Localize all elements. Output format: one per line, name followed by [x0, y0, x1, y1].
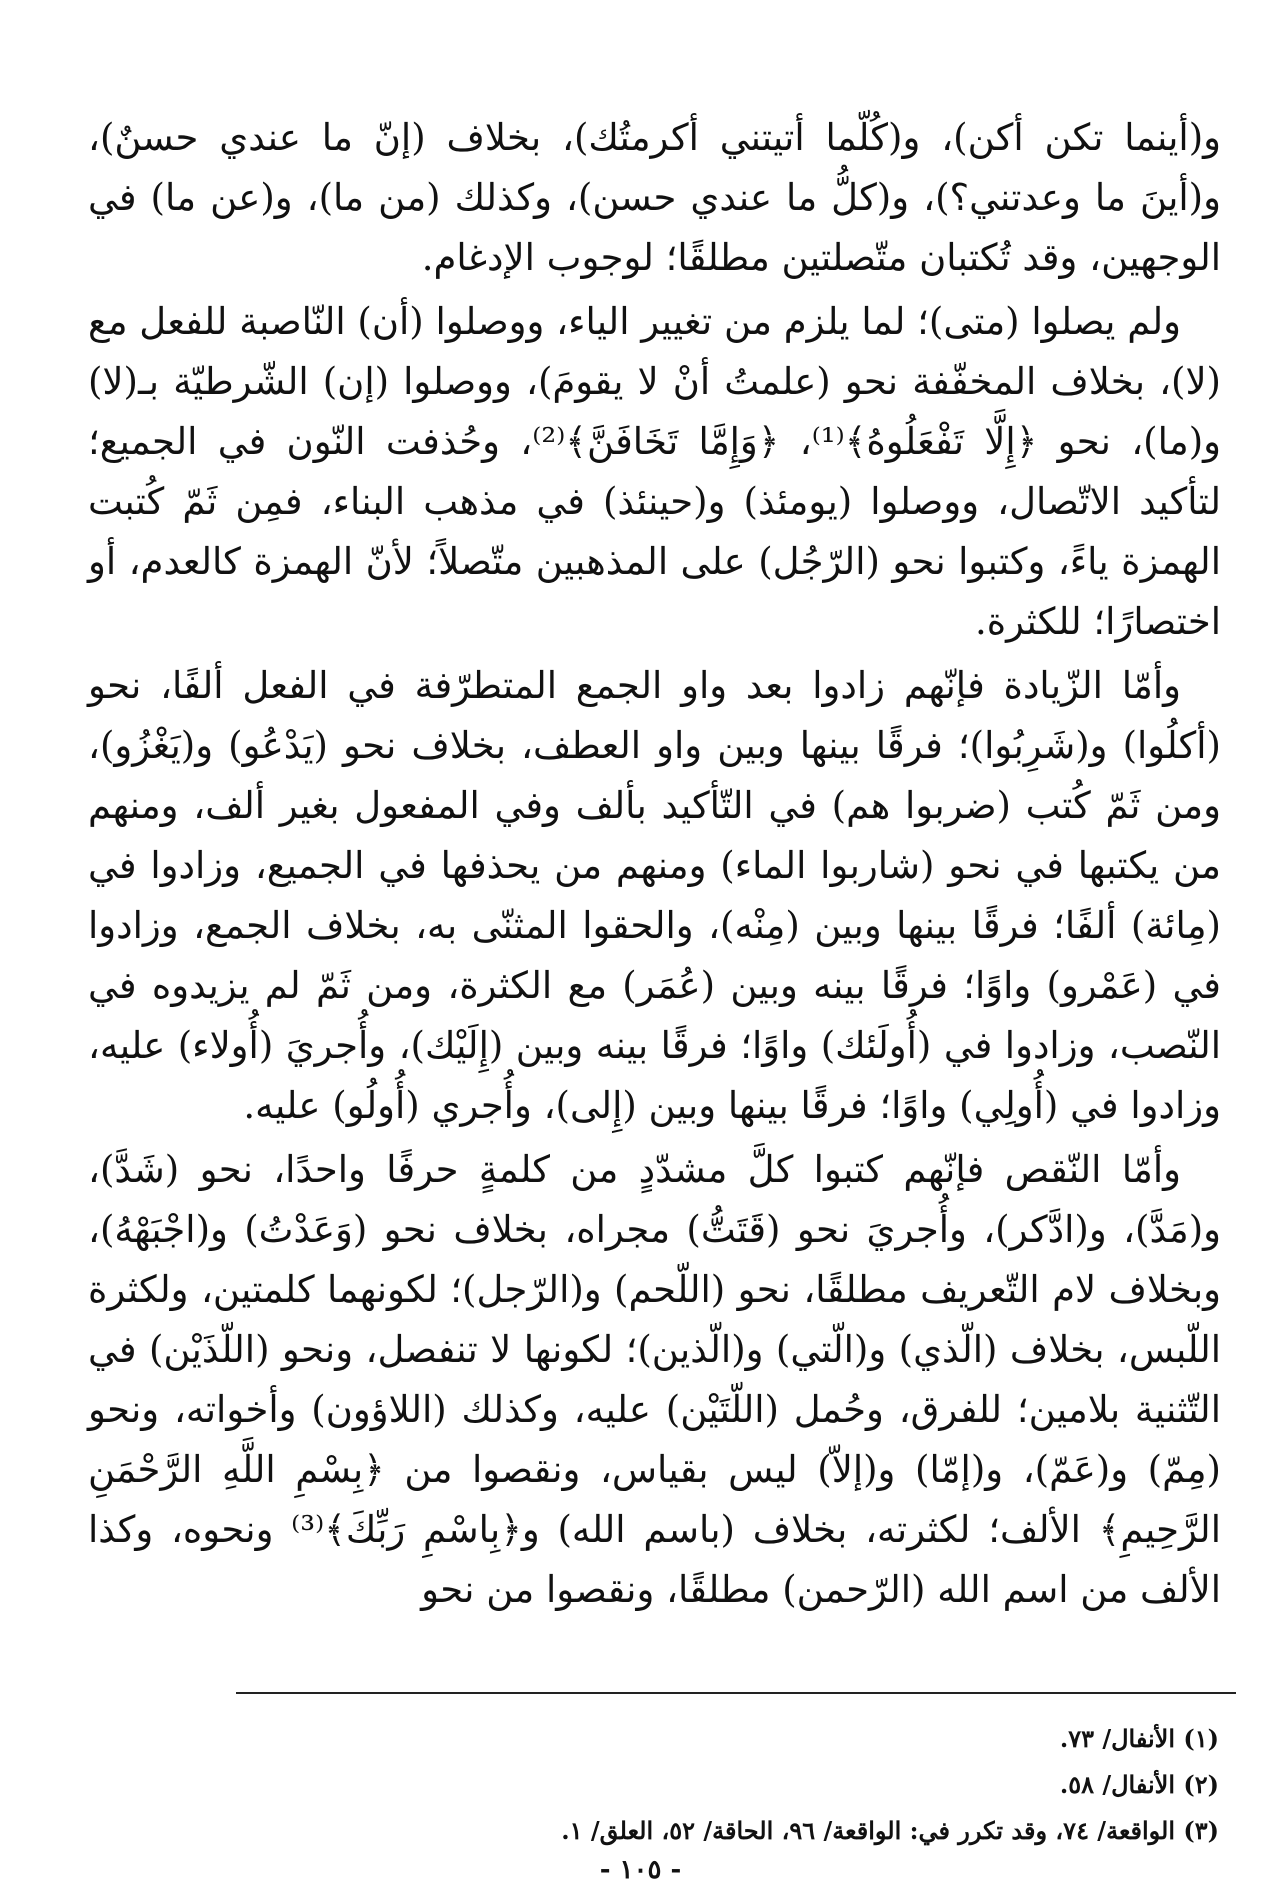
page-number: - ١٠٥ - [599, 1855, 682, 1885]
footnote-3: (٣) الواقعة/ ٧٤، وقد تكرر في: الواقعة/ ٩٦، الحاقة/ ٥٢، العلق/ ١. [561, 1816, 1219, 1845]
paragraph-2: ولم يصلوا (متى)؛ لما يلزم من تغيير الياء، ووصلوا (أن) النّاصبة للفعل مع (لا)، بخلاف المخفّفة نحو (علمتُ أنْ لا يقومَ)، ووصلوا (إن) الشّرطيّة بـ(لا) و(ما)، نحو ﴿إِلَّا تَفْعَلُوهُ﴾⁽¹⁾، ﴿وَإِمَّا تَخَافَنَّ﴾⁽²⁾، وحُذفت النّون في الجميع؛ لتأكيد الاتّصال، ووصلوا (يومئذ) و(حينئذ) في مذهب البناء، فمِن ثَمّ كُتبت الهمزة ياءً، وكتبوا نحو (الرّجُل) على المذهبين متّصلاً؛ لأنّ الهمزة كالعدم، أو اختصارًا؛ للكثرة. [88, 300, 1222, 643]
paragraph-3: وأمّا الزّيادة فإنّهم زادوا بعد واو الجمع المتطرّفة في الفعل ألفًا، نحو (أكلُوا) و(شَرِبُوا)؛ فرقًا بينها وبين واو العطف، بخلاف نحو (يَدْعُو) و(يَغْزُو)، ومن ثَمّ كُتب (ضربوا هم) في التّأكيد بألف وفي المفعول بغير ألف، ومنهم من يكتبها في نحو (شاربوا الماء) ومنهم من يحذفها في الجميع، وزادوا في (مِائة) ألفًا؛ فرقًا بينها وبين (مِنْه)، والحقوا المثنّى به، بخلاف الجمع، وزادوا في (عَمْرو) واوًا؛ فرقًا بينه وبين (عُمَر) مع الكثرة، ومن ثَمّ لم يزيدوه في النّصب، وزادوا في (أُولَئك) واوًا؛ فرقًا بينه وبين (إِلَيْك)، وأُجريَ (أُولاء) عليه، وزادوا في (أُولِي) واوًا؛ فرقًا بينها وبين (إِلى)، وأُجري (أُولُو) عليه. [88, 664, 1221, 1127]
main-text [88, 108, 1221, 1624]
paragraph-4: وأمّا النّقص فإنّهم كتبوا كلَّ مشدّدٍ من كلمةٍ حرفًا واحدًا، نحو (شَدَّ)، و(مَدَّ)، و(ادَّكر)، وأُجريَ نحو (قَتَتُّ) مجراه، بخلاف نحو (وَعَدْتُ) و(اجْبَهْهُ)، وبخلاف لام التّعريف مطلقًا، نحو (اللّحم) و(الرّجل)؛ لكونهما كلمتين، ولكثرة اللّبس، بخلاف (الّذي) و(الّتي) و(الّذين)؛ لكونها لا تنفصل، ونحو (اللّذَيْن) في التّثنية بلامين؛ للفرق، وحُمل (اللّتَيْن) عليه، وكذلك (اللاؤون) وأخواته، ونحو (مِمّ) و(عَمّ)، و(إمّا) و(إلاّ) ليس بقياس، ونقصوا من ﴿بِسْمِ اللَّهِ الرَّحْمَنِ الرَّحِيمِ﴾ الألف؛ لكثرته، بخلاف (باسم الله) و﴿بِاسْمِ رَبِّكَ﴾⁽³⁾ ونحوه، وكذا الألف من اسم الله (الرّحمن) مطلقًا، ونقصوا من نحو [88, 1148, 1221, 1611]
footnotes [100, 1716, 1219, 1854]
paragraph-1: و(أينما تكن أكن)، و(كُلّما أتيتني أكرمتُك)، بخلاف (إنّ ما عندي حسنٌ)، و(أينَ ما وعدتني؟)، و(كلُّ ما عندي حسن)، وكذلك (من ما)، و(عن ما) في الوجهين، وقد تُكتبان متّصلتين مطلقًا؛ لوجوب الإدغام. [88, 116, 1221, 279]
footnote-separator [236, 1692, 1236, 1694]
footnote-1: (١) الأنفال/ ٧٣. [1059, 1724, 1219, 1753]
footnote-2: (٢) الأنفال/ ٥٨. [1059, 1770, 1219, 1799]
